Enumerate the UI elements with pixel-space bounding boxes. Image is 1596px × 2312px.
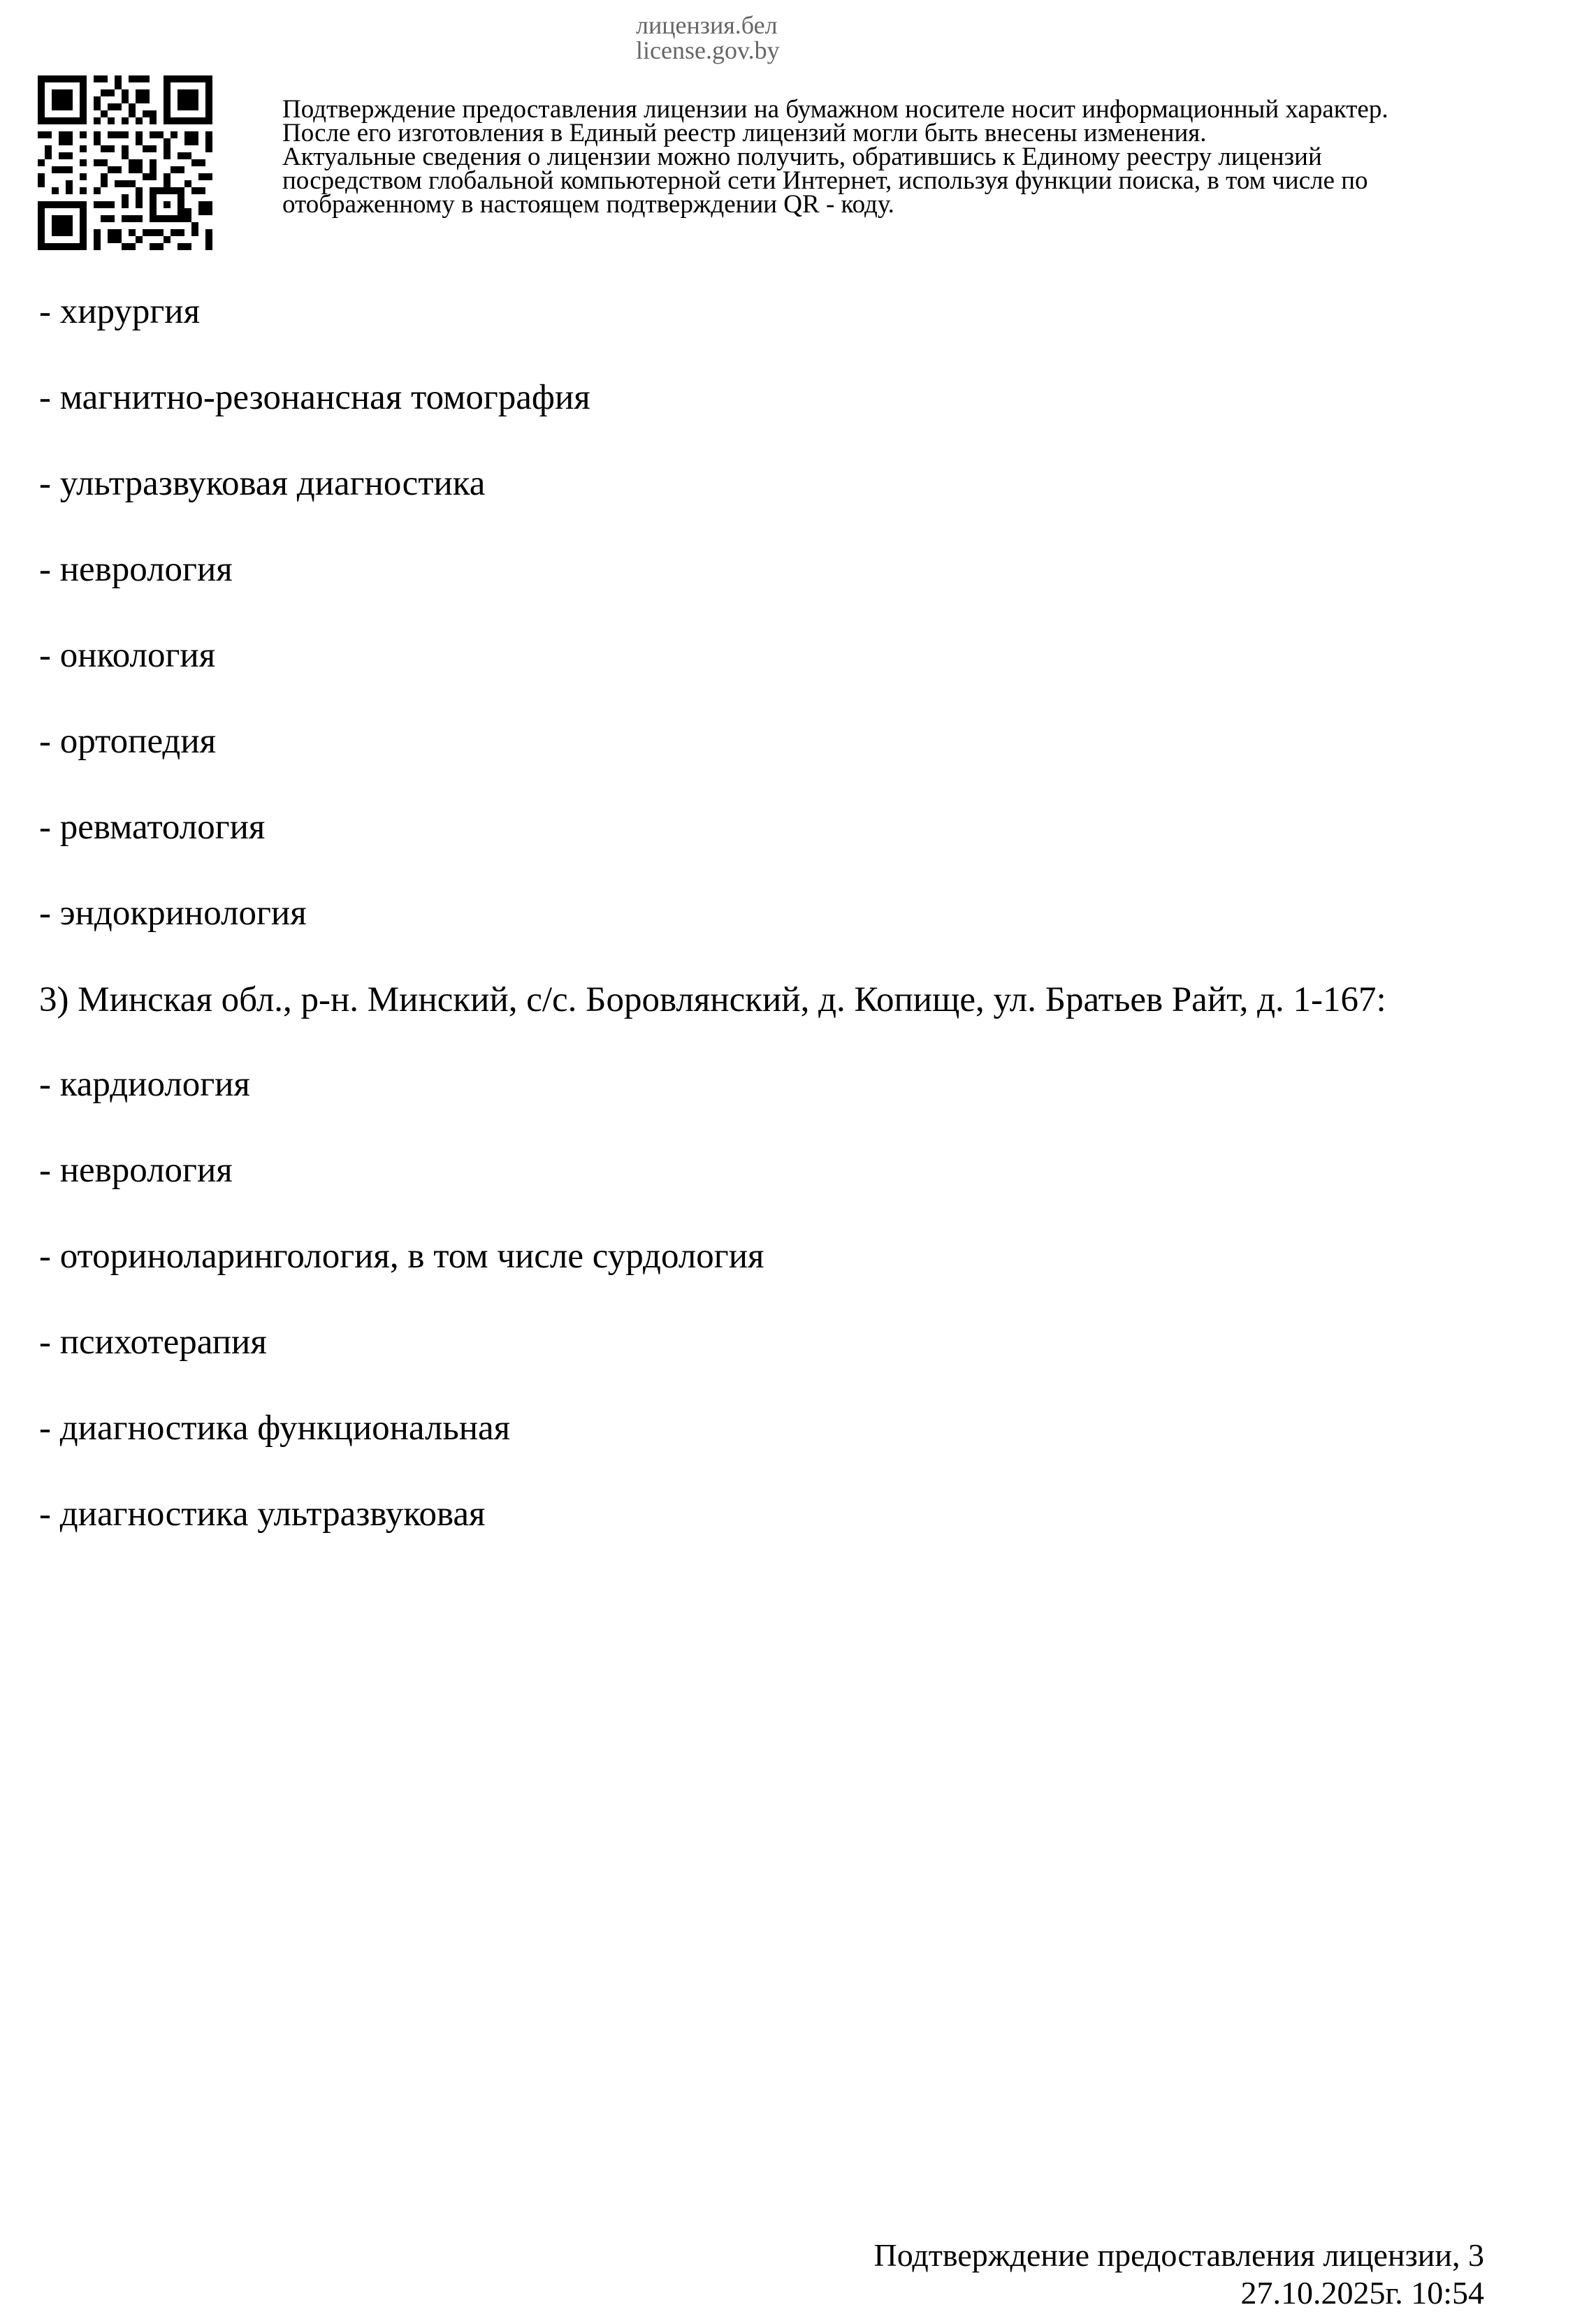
- service-item: - эндокринология: [39, 894, 307, 933]
- service-item: - диагностика функциональная: [39, 1409, 511, 1448]
- notice-line: После его изготовления в Единый реестр лицензий могли быть внесены изменения.: [282, 119, 1207, 147]
- service-item: - психотерапия: [39, 1323, 267, 1362]
- service-item: - хирургия: [39, 292, 201, 331]
- notice-line: Актуальные сведения о лицензии можно получить, обратившись к Единому реестру лицензий: [282, 143, 1322, 171]
- informational-notice: [282, 95, 1582, 219]
- registry-site: [636, 13, 846, 63]
- qr-code-icon: [38, 75, 212, 250]
- site-domain-by: лицензия.бел: [636, 11, 778, 39]
- footer-datetime: 27.10.2025г. 10:54: [1240, 2275, 1484, 2311]
- license-services: [39, 288, 1555, 1576]
- site-domain-gov: license.gov.by: [636, 36, 780, 64]
- service-item: - онкология: [39, 636, 216, 675]
- location-address: 3) Минская обл., р-н. Минский, с/с. Боровлянский, д. Копище, ул. Братьев Райт, д. 1-167:: [39, 980, 1386, 1019]
- service-item: - неврология: [39, 1151, 233, 1190]
- service-item: - кардиология: [39, 1065, 250, 1104]
- service-item: - ревматология: [39, 808, 266, 847]
- service-item: - ортопедия: [39, 722, 217, 761]
- footer-document-title: Подтверждение предоставления лицензии, 3: [873, 2237, 1484, 2273]
- service-item: - оториноларингология, в том числе сурдология: [39, 1237, 764, 1276]
- notice-line: отображенному в настоящем подтверждении QR - коду.: [282, 190, 894, 219]
- service-item: - ультразвуковая диагностика: [39, 464, 486, 503]
- service-item: - неврология: [39, 550, 233, 589]
- notice-line: Подтверждение предоставления лицензии на бумажном носителе носит информационный характер.: [282, 95, 1388, 124]
- service-item: - магнитно-резонансная томография: [39, 378, 590, 417]
- page-footer: [873, 2237, 1484, 2312]
- notice-line: посредством глобальной компьютерной сети Интернет, используя функции поиска, в том числе по: [282, 166, 1368, 195]
- service-item: - диагностика ультразвуковая: [39, 1495, 486, 1534]
